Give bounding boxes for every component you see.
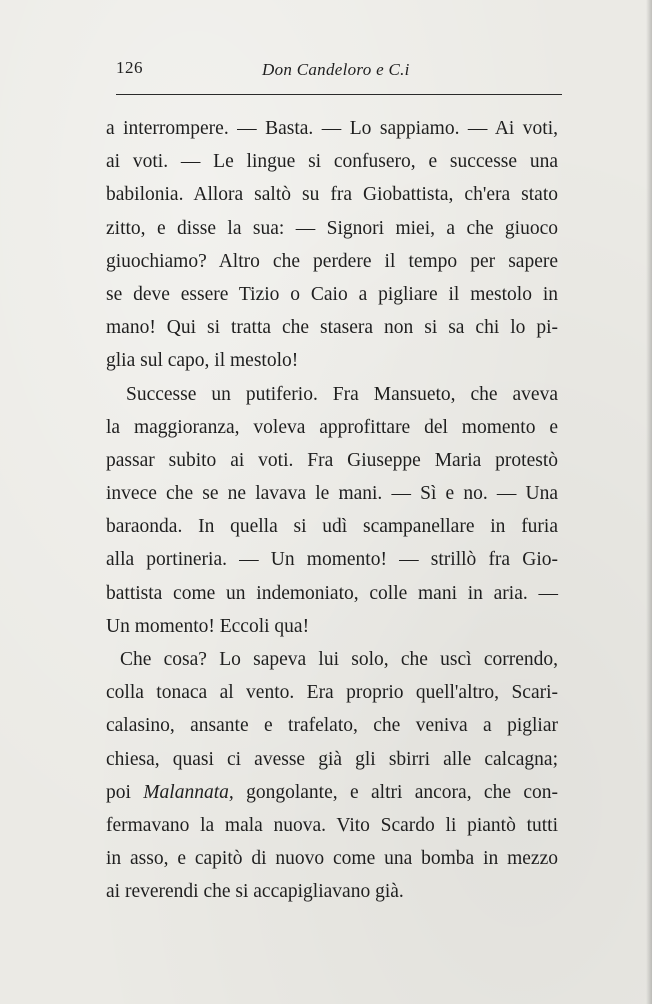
- text-line: Successe un putiferio. Fra Mansueto, che aveva: [126, 383, 558, 405]
- text-line: baraonda. In quella si udì scampanellare in furia: [106, 516, 558, 538]
- text-line: Che cosa? Lo sapeva lui solo, che uscì correndo,: [120, 649, 558, 670]
- text-line: passar subito ai voti. Fra Giuseppe Maria protestò: [106, 449, 558, 471]
- text-line: chiesa, quasi ci avesse già gli sbirri alle calcagna;: [106, 748, 558, 770]
- text-line: giuochiamo? Altro che perdere il tempo per sapere: [106, 250, 558, 272]
- text-line: invece che se ne lavava le mani. — Sì e no. — Una: [106, 483, 558, 505]
- page-header: [0, 58, 652, 88]
- italic-name: Malannata,: [143, 781, 234, 803]
- text-line: glia sul capo, il mestolo!: [106, 350, 299, 372]
- text-line: in asso, e capitò di nuovo come una bomba in mezzo: [106, 848, 558, 870]
- page-number: 126: [116, 58, 143, 77]
- text-line: battista come un indemoniato, colle mani in aria. —: [106, 582, 558, 604]
- running-title: Don Candeloro e C.i: [262, 60, 410, 79]
- page-edge-shadow: [646, 0, 652, 1004]
- text-line: fermavano la mala nuova. Vito Scardo li piantò tutti: [106, 814, 558, 836]
- text-fragment: poi: [106, 781, 144, 803]
- text-line-with-italic: [106, 776, 558, 809]
- text-line: babilonia. Allora saltò su fra Giobattista, ch'era stato: [106, 184, 558, 206]
- header-rule: [116, 94, 562, 95]
- text-line: a interrompere. — Basta. — Lo sappiamo. — Ai voti,: [106, 118, 558, 139]
- text-line: Un momento! Eccoli qua!: [106, 615, 310, 637]
- text-line: calasino, ansante e trafelato, che veniva a pigliar: [106, 715, 558, 737]
- text-fragment: gongolante, e altri ancora, che con-: [233, 781, 558, 803]
- text-line: alla portineria. — Un momento! — strillò fra Gio-: [106, 549, 558, 571]
- text-line: ai voti. — Le lingue si confusero, e successe una: [106, 151, 558, 173]
- text-line: zitto, e disse la sua: — Signori miei, a che giuoco: [106, 217, 558, 239]
- text-line: mano! Qui si tratta che stasera non si sa chi lo pi-: [106, 317, 558, 339]
- text-line: ai reverendi che si accapigliavano già.: [106, 881, 404, 903]
- text-line: la maggioranza, voleva approfittare del momento e: [106, 416, 558, 438]
- body-text: [106, 112, 558, 909]
- text-line: colla tonaca al vento. Era proprio quell'altro, Scari-: [106, 682, 558, 704]
- text-line: se deve essere Tizio o Caio a pigliare il mestolo in: [106, 283, 558, 305]
